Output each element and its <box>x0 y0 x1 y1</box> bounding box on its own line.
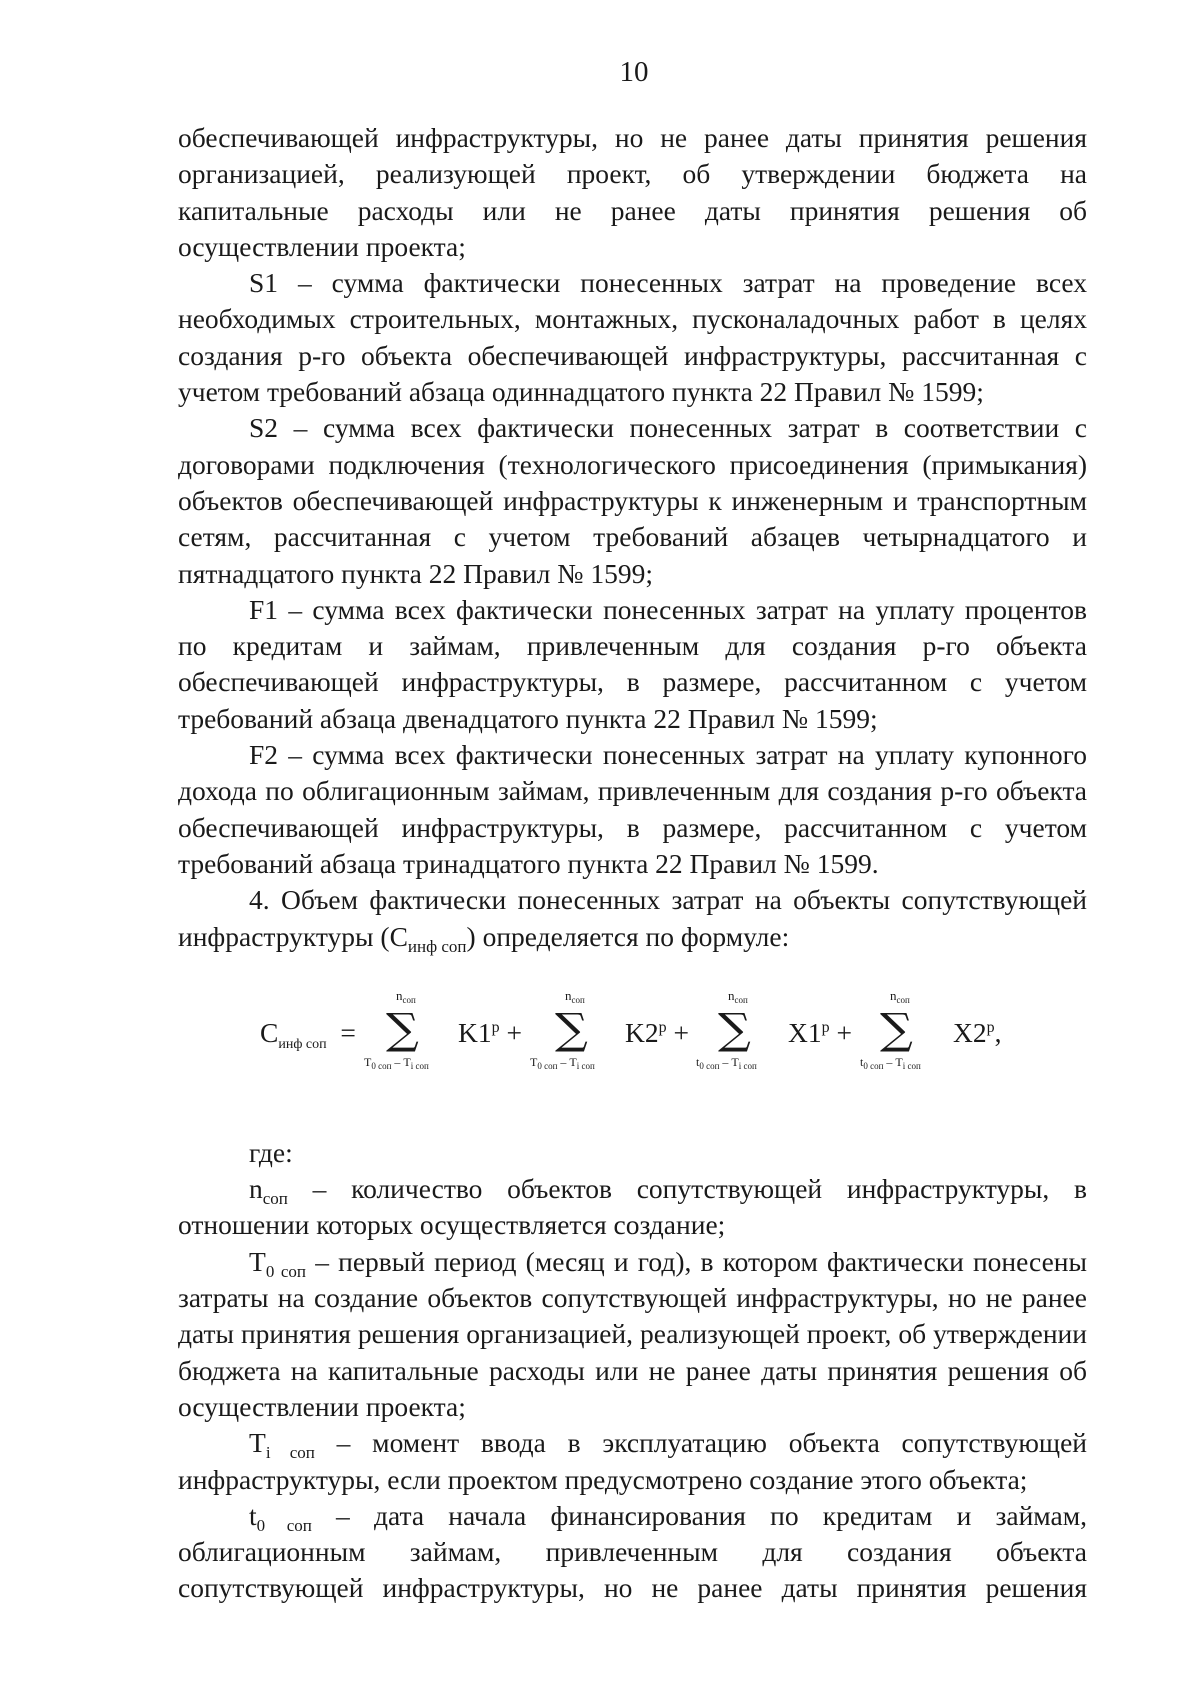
sigma-symbol: ∑ <box>880 1003 913 1054</box>
paragraph-item-4 <box>178 882 1087 955</box>
formula-term: $K2^р$ + <box>625 1016 690 1048</box>
formula-lhs <box>260 1015 356 1051</box>
sigma-symbol: ∑ <box>555 1003 588 1054</box>
sum-lower-limit: $T_{0 соп} - T_{i соп}$ <box>364 1054 429 1071</box>
sum-upper-limit: $n_{соп}$ <box>565 987 585 1005</box>
formula-term: $X1^р$ + <box>788 1016 853 1048</box>
paragraph-f2-definition: F2 – сумма всех фактически понесенных затрат на уплату купонного дохода по облигационным займам, привлеченным для создания р-го объекта обеспечивающей инфраструктуры, в размере, рассчитанном с учетом требований абзаца тринадцатого пункта 22 Правил № 1599. <box>178 739 1087 879</box>
sum-upper-limit: $n_{соп}$ <box>890 987 910 1005</box>
item-4-subscript: инф соп <box>407 936 467 956</box>
paragraph-f1-definition: F1 – сумма всех фактически понесенных затрат на уплату процентов по кредитам и займам, привлеченным для создания р-го объекта обеспечивающей инфраструктуры, в размере, рассчитанном с учетом требований абзаца двенадцатого пункта 22 Правил № 1599; <box>178 593 1087 734</box>
paragraph-s1-definition: S1 – сумма фактически понесенных затрат на проведение всех необходимых строительных, монтажных, пусконаладочных работ в целях создания р-го объекта обеспечивающей инфраструктуры, рассчитанная с учетом требований абзаца одиннадцатого пункта 22 Правил № 1599; <box>178 267 1087 408</box>
item-4-text-b: ) определяется по формуле: <box>466 920 790 952</box>
paragraph-where: где: <box>249 1136 293 1168</box>
sigma-symbol: ∑ <box>386 1003 419 1054</box>
sum-lower-limit: $t_{0 соп} - T_{i соп}$ <box>696 1054 757 1071</box>
page-number: 10 <box>619 56 649 88</box>
paragraph-continuation: обеспечивающей инфраструктуры, но не ранее даты принятия решения организацией, реализующей проект, об утверждении бюджета на капитальные расходы или не ранее даты принятия решения об осуществлении проекта; <box>178 122 1087 262</box>
formula-term: $K1^р$ + <box>458 1016 523 1048</box>
sum-upper-limit: $n_{соп}$ <box>396 987 416 1005</box>
definition-t0-sop: $T_{0 соп}$ – первый период (месяц и год), в котором фактически понесены затраты на создание объектов сопутствующей инфраструктуры, но не ранее даты принятия решения организацией, реализующей проект, об утверждении бюджета на капитальные расходы или не ранее даты принятия решения об осуществлении проекта; <box>178 1245 1087 1422</box>
definition-n-sop: $n_{соп}$ – количество объектов сопутствующей инфраструктуры, в отношении которых осуществляется создание; <box>178 1173 1087 1241</box>
formula-block <box>178 977 1087 1127</box>
sum-lower-limit: $T_{0 соп} - T_{i соп}$ <box>530 1054 595 1071</box>
item-4-text-a: 4. Объем фактически понесенных затрат на объекты сопутствующей инфраструктуры (С <box>178 884 1087 952</box>
sum-lower-limit: $t_{0 соп} - T_{i соп}$ <box>860 1054 921 1071</box>
document-body <box>178 120 1087 1607</box>
sum-upper-limit: $n_{соп}$ <box>728 987 748 1005</box>
formula-equals: = <box>340 1016 356 1048</box>
formula-term: $X2^р$, <box>953 1016 1002 1048</box>
formula-lhs-subscript: инф соп <box>278 1036 327 1052</box>
definition-ti-sop: $T_{i соп}$ – момент ввода в эксплуатацию объекта сопутствующей инфраструктуры, если проектом предусмотрено создание этого объекта; <box>178 1427 1087 1495</box>
sigma-symbol: ∑ <box>718 1003 751 1054</box>
paragraph-s2-definition: S2 – сумма всех фактически понесенных затрат в соответствии с договорами подключения (технологического присоединения (примыкания) объектов обеспечивающей инфраструктуры к инженерным и транспортным сетям, рассчитанная с учетом требований абзацев четырнадцатого и пятнадцатого пункта 22 Правил № 1599; <box>178 412 1087 589</box>
formula-lhs-symbol: С <box>260 1016 279 1048</box>
definition-t0-small-sop: $t_{0 соп}$ – дата начала финансирования по кредитам и займам, облигационным займам, привлеченным для создания объекта сопутствующей инфраструктуры, но не ранее даты принятия решения <box>178 1499 1087 1604</box>
